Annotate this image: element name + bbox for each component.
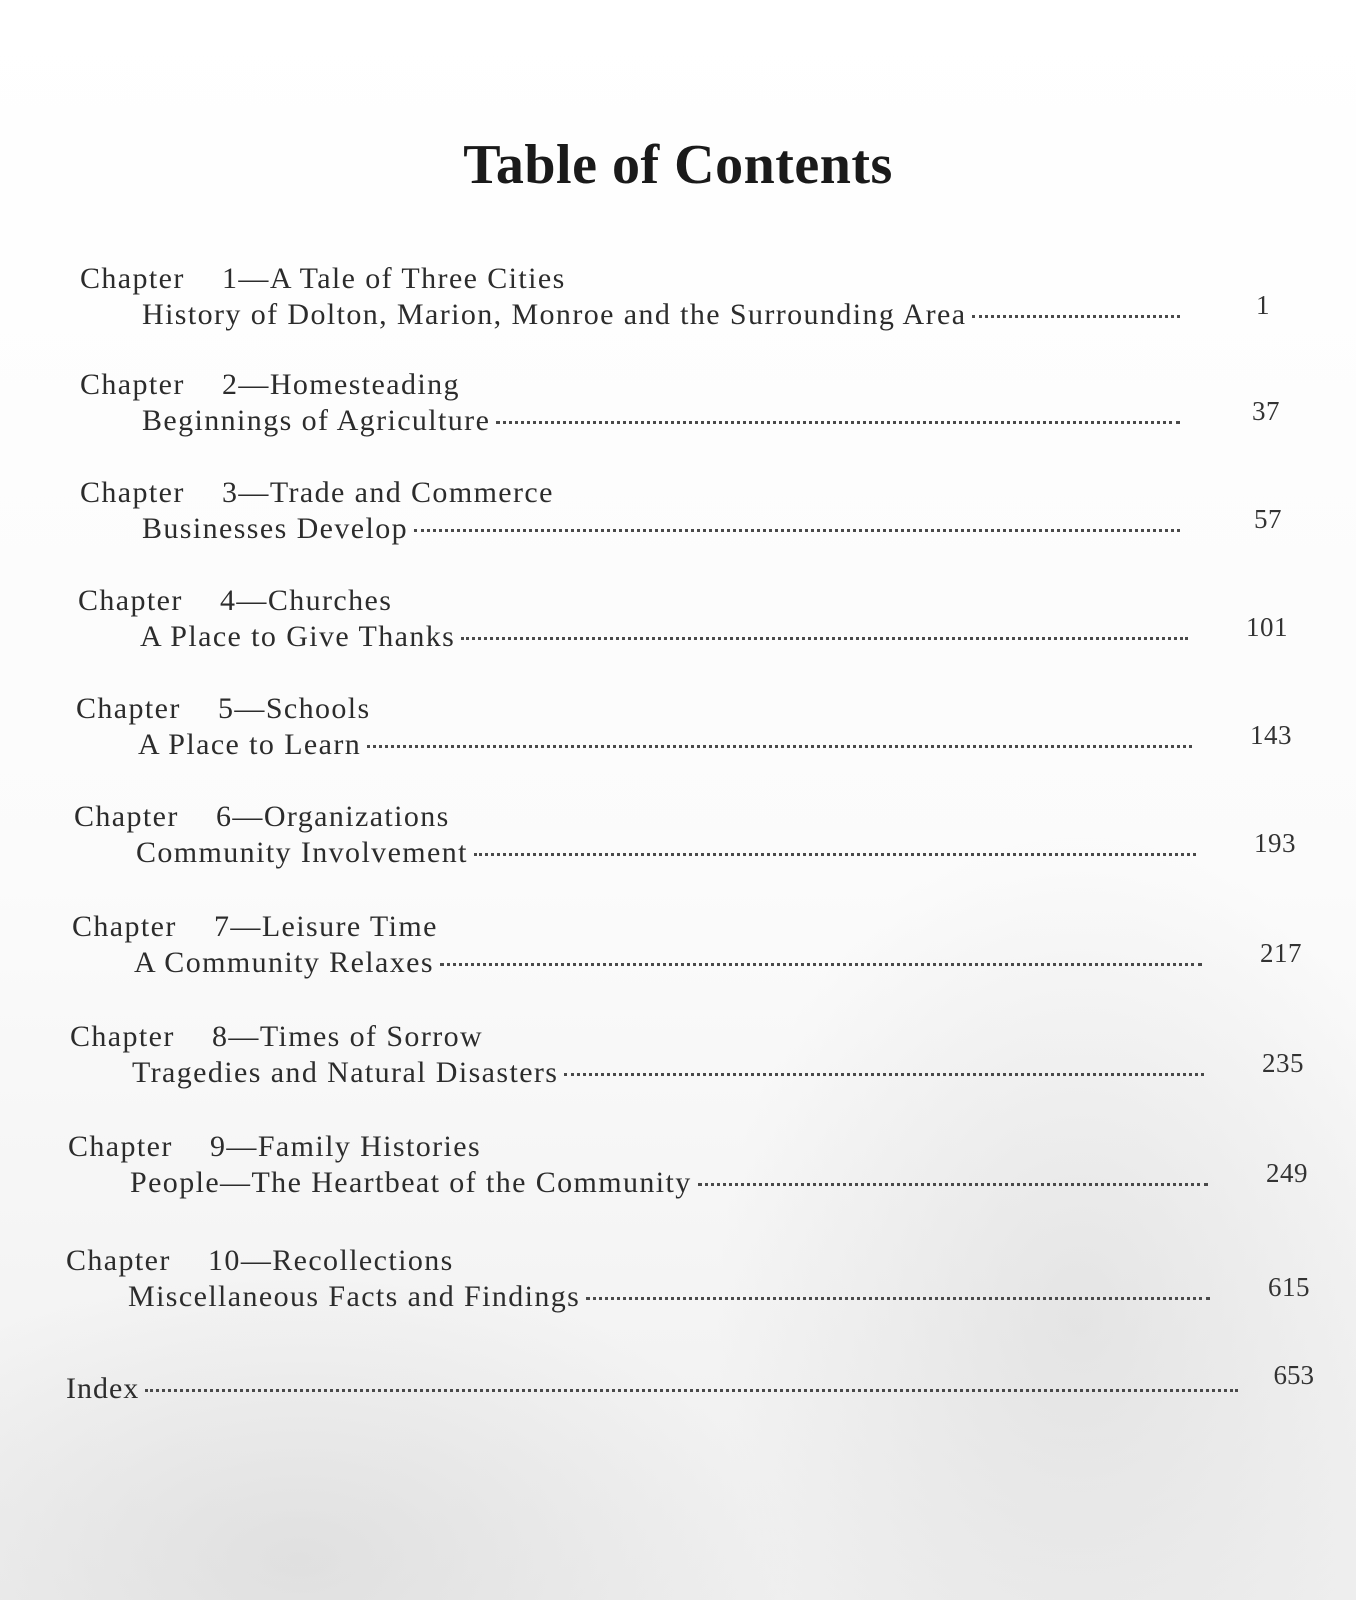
chapter-number: 4 xyxy=(220,584,237,617)
page-number: 653 xyxy=(1273,1360,1314,1390)
dot-leader xyxy=(461,637,1188,640)
chapter-name: Family Histories xyxy=(257,1130,482,1163)
chapter-number: 3 xyxy=(222,476,239,509)
chapter-subtitle: Businesses Develop xyxy=(142,512,409,545)
chapter-subtitle-line xyxy=(142,404,1190,438)
dot-leader xyxy=(414,529,1180,532)
dot-leader xyxy=(474,853,1196,856)
chapter-subtitle-line xyxy=(136,836,1206,870)
chapter-subtitle: A Community Relaxes xyxy=(134,946,434,979)
dot-leader xyxy=(972,315,1180,318)
chapter-subtitle-line xyxy=(142,512,1190,546)
chapter-name: Churches xyxy=(267,584,393,617)
chapter-number: 5 xyxy=(218,692,235,725)
chapter-name: Trade and Commerce xyxy=(269,476,554,509)
index-line xyxy=(66,1372,1248,1406)
dot-leader xyxy=(698,1183,1208,1186)
chapter-word: Chapter xyxy=(80,476,185,509)
chapter-heading: Chapter 4—Churches xyxy=(78,584,393,617)
chapter-subtitle: A Place to Learn xyxy=(138,728,362,761)
chapter-heading: Chapter 1—A Tale of Three Cities xyxy=(80,262,566,295)
chapter-heading: Chapter 3—Trade and Commerce xyxy=(80,476,554,509)
chapter-heading: Chapter 10—Recollections xyxy=(66,1244,454,1277)
page-number: 1 xyxy=(1256,290,1270,320)
toc-entry-chapter-1 xyxy=(80,262,1280,352)
chapter-subtitle: Miscellaneous Facts and Findings xyxy=(128,1280,581,1313)
chapter-number: 8 xyxy=(212,1020,229,1053)
dot-leader xyxy=(367,745,1192,748)
chapter-number: 6 xyxy=(216,800,233,833)
chapter-number: 2 xyxy=(222,368,239,401)
chapter-word: Chapter xyxy=(76,692,181,725)
chapter-name: Schools xyxy=(265,692,371,725)
chapter-heading: Chapter 8—Times of Sorrow xyxy=(70,1020,484,1053)
chapter-subtitle-line xyxy=(140,620,1198,654)
chapter-word: Chapter xyxy=(72,910,177,943)
toc-entry-chapter-8 xyxy=(70,1020,1304,1110)
chapter-word: Chapter xyxy=(80,262,185,295)
chapter-name: Organizations xyxy=(263,800,450,833)
chapter-word: Chapter xyxy=(74,800,179,833)
chapter-heading: Chapter 9—Family Histories xyxy=(68,1130,482,1163)
chapter-subtitle-line xyxy=(128,1280,1220,1314)
chapter-subtitle: Tragedies and Natural Disasters xyxy=(132,1056,559,1089)
chapter-number: 9 xyxy=(210,1130,227,1163)
page-number: 193 xyxy=(1254,828,1296,858)
dot-leader xyxy=(496,421,1180,424)
chapter-name: A Tale of Three Cities xyxy=(269,262,566,295)
chapter-name: Recollections xyxy=(272,1244,454,1277)
page-number: 217 xyxy=(1260,938,1302,968)
toc-entry-chapter-6 xyxy=(74,800,1296,890)
chapter-word: Chapter xyxy=(70,1020,175,1053)
chapter-subtitle: History of Dolton, Marion, Monroe and the Surrounding Area xyxy=(142,298,967,331)
chapter-subtitle: Beginnings of Agriculture xyxy=(142,404,491,437)
dot-leader xyxy=(440,963,1202,966)
toc-entry-chapter-5 xyxy=(76,692,1292,782)
chapter-number: 10 xyxy=(208,1244,241,1277)
chapter-word: Chapter xyxy=(80,368,185,401)
chapter-word: Chapter xyxy=(66,1244,171,1277)
chapter-word: Chapter xyxy=(68,1130,173,1163)
chapter-subtitle-line xyxy=(142,298,1190,332)
chapter-word: Chapter xyxy=(78,584,183,617)
chapter-subtitle-line xyxy=(138,728,1202,762)
toc-entry-chapter-7 xyxy=(72,910,1302,1000)
page-number: 57 xyxy=(1254,504,1282,534)
chapter-subtitle: People—The Heartbeat of the Community xyxy=(130,1166,692,1199)
chapter-number: 1 xyxy=(222,262,239,295)
page-number: 143 xyxy=(1250,720,1292,750)
chapter-subtitle: Community Involvement xyxy=(136,836,468,869)
page-number: 249 xyxy=(1266,1158,1308,1188)
chapter-name: Leisure Time xyxy=(261,910,438,943)
chapter-subtitle-line xyxy=(134,946,1212,980)
page-title: Table of Contents xyxy=(463,134,893,196)
toc-entry-chapter-4 xyxy=(78,584,1288,674)
index-label: Index xyxy=(66,1372,140,1405)
page-number: 235 xyxy=(1262,1048,1304,1078)
chapter-heading: Chapter 2—Homesteading xyxy=(80,368,460,401)
dot-leader xyxy=(145,1389,1238,1392)
toc-entry-chapter-9 xyxy=(68,1130,1308,1220)
chapter-subtitle: A Place to Give Thanks xyxy=(140,620,456,653)
page-number: 101 xyxy=(1246,612,1288,642)
page-number: 37 xyxy=(1252,396,1280,426)
page-number: 615 xyxy=(1268,1272,1310,1302)
toc-entry-index xyxy=(66,1360,1314,1420)
chapter-heading: Chapter 7—Leisure Time xyxy=(72,910,438,943)
chapter-heading: Chapter 5—Schools xyxy=(76,692,371,725)
toc-entry-chapter-10 xyxy=(66,1244,1310,1334)
chapter-subtitle-line xyxy=(130,1166,1218,1200)
chapter-name: Homesteading xyxy=(269,368,460,401)
toc-entry-chapter-2 xyxy=(80,368,1280,458)
toc-entry-chapter-3 xyxy=(80,476,1280,566)
dot-leader xyxy=(564,1073,1204,1076)
dot-leader xyxy=(586,1297,1210,1300)
chapter-number: 7 xyxy=(214,910,231,943)
chapter-name: Times of Sorrow xyxy=(259,1020,484,1053)
chapter-heading: Chapter 6—Organizations xyxy=(74,800,450,833)
chapter-subtitle-line xyxy=(132,1056,1214,1090)
